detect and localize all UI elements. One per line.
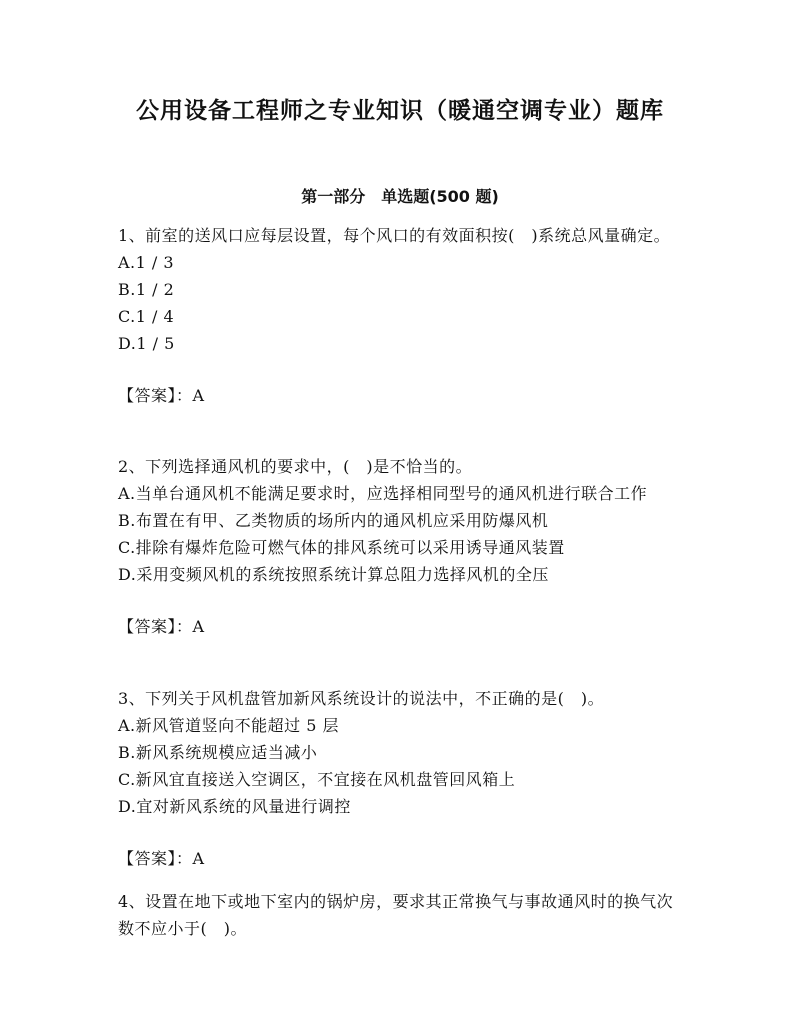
answer-label: 【答案】：A	[118, 849, 205, 868]
option-a: A.1 / 3	[118, 253, 175, 272]
option-b: B.布置在有甲、乙类物质的场所内的通风机应采用防爆风机	[118, 511, 549, 530]
question-block-4	[118, 888, 688, 942]
question-block-2	[118, 453, 688, 640]
option-c: C.新风宜直接送入空调区，不宜接在风机盘管回风箱上	[118, 770, 516, 789]
option-c: C.1 / 4	[118, 307, 175, 326]
option-d: D.宜对新风系统的风量进行调控	[118, 797, 351, 816]
question-block-1	[118, 222, 688, 409]
answer-label: 【答案】：A	[118, 386, 205, 405]
section-heading: 第一部分 单选题(500 题)	[301, 187, 499, 206]
option-a: A.新风管道竖向不能超过 5 层	[118, 716, 339, 735]
question-stem: 3、下列关于风机盘管加新风系统设计的说法中，不正确的是( )。	[118, 689, 605, 708]
option-b: B.1 / 2	[118, 280, 175, 299]
answer-label: 【答案】：A	[118, 617, 205, 636]
document-title: 公用设备工程师之专业知识（暖通空调专业）题库	[136, 98, 664, 124]
option-d: D.采用变频风机的系统按照系统计算总阻力选择风机的全压	[118, 565, 549, 584]
option-b: B.新风系统规模应适当减小	[118, 743, 318, 762]
question-stem: 1、前室的送风口应每层设置，每个风口的有效面积按( )系统总风量确定。	[118, 226, 671, 245]
option-a: A.当单台通风机不能满足要求时，应选择相同型号的通风机进行联合工作	[118, 484, 648, 503]
question-stem: 4、设置在地下或地下室内的锅炉房，要求其正常换气与事故通风时的换气次数不应小于( )。	[118, 892, 674, 938]
option-d: D.1 / 5	[118, 334, 175, 353]
question-block-3	[118, 685, 688, 872]
question-stem: 2、下列选择通风机的要求中，( )是不恰当的。	[118, 457, 473, 476]
option-c: C.排除有爆炸危险可燃气体的排风系统可以采用诱导通风装置	[118, 538, 565, 557]
